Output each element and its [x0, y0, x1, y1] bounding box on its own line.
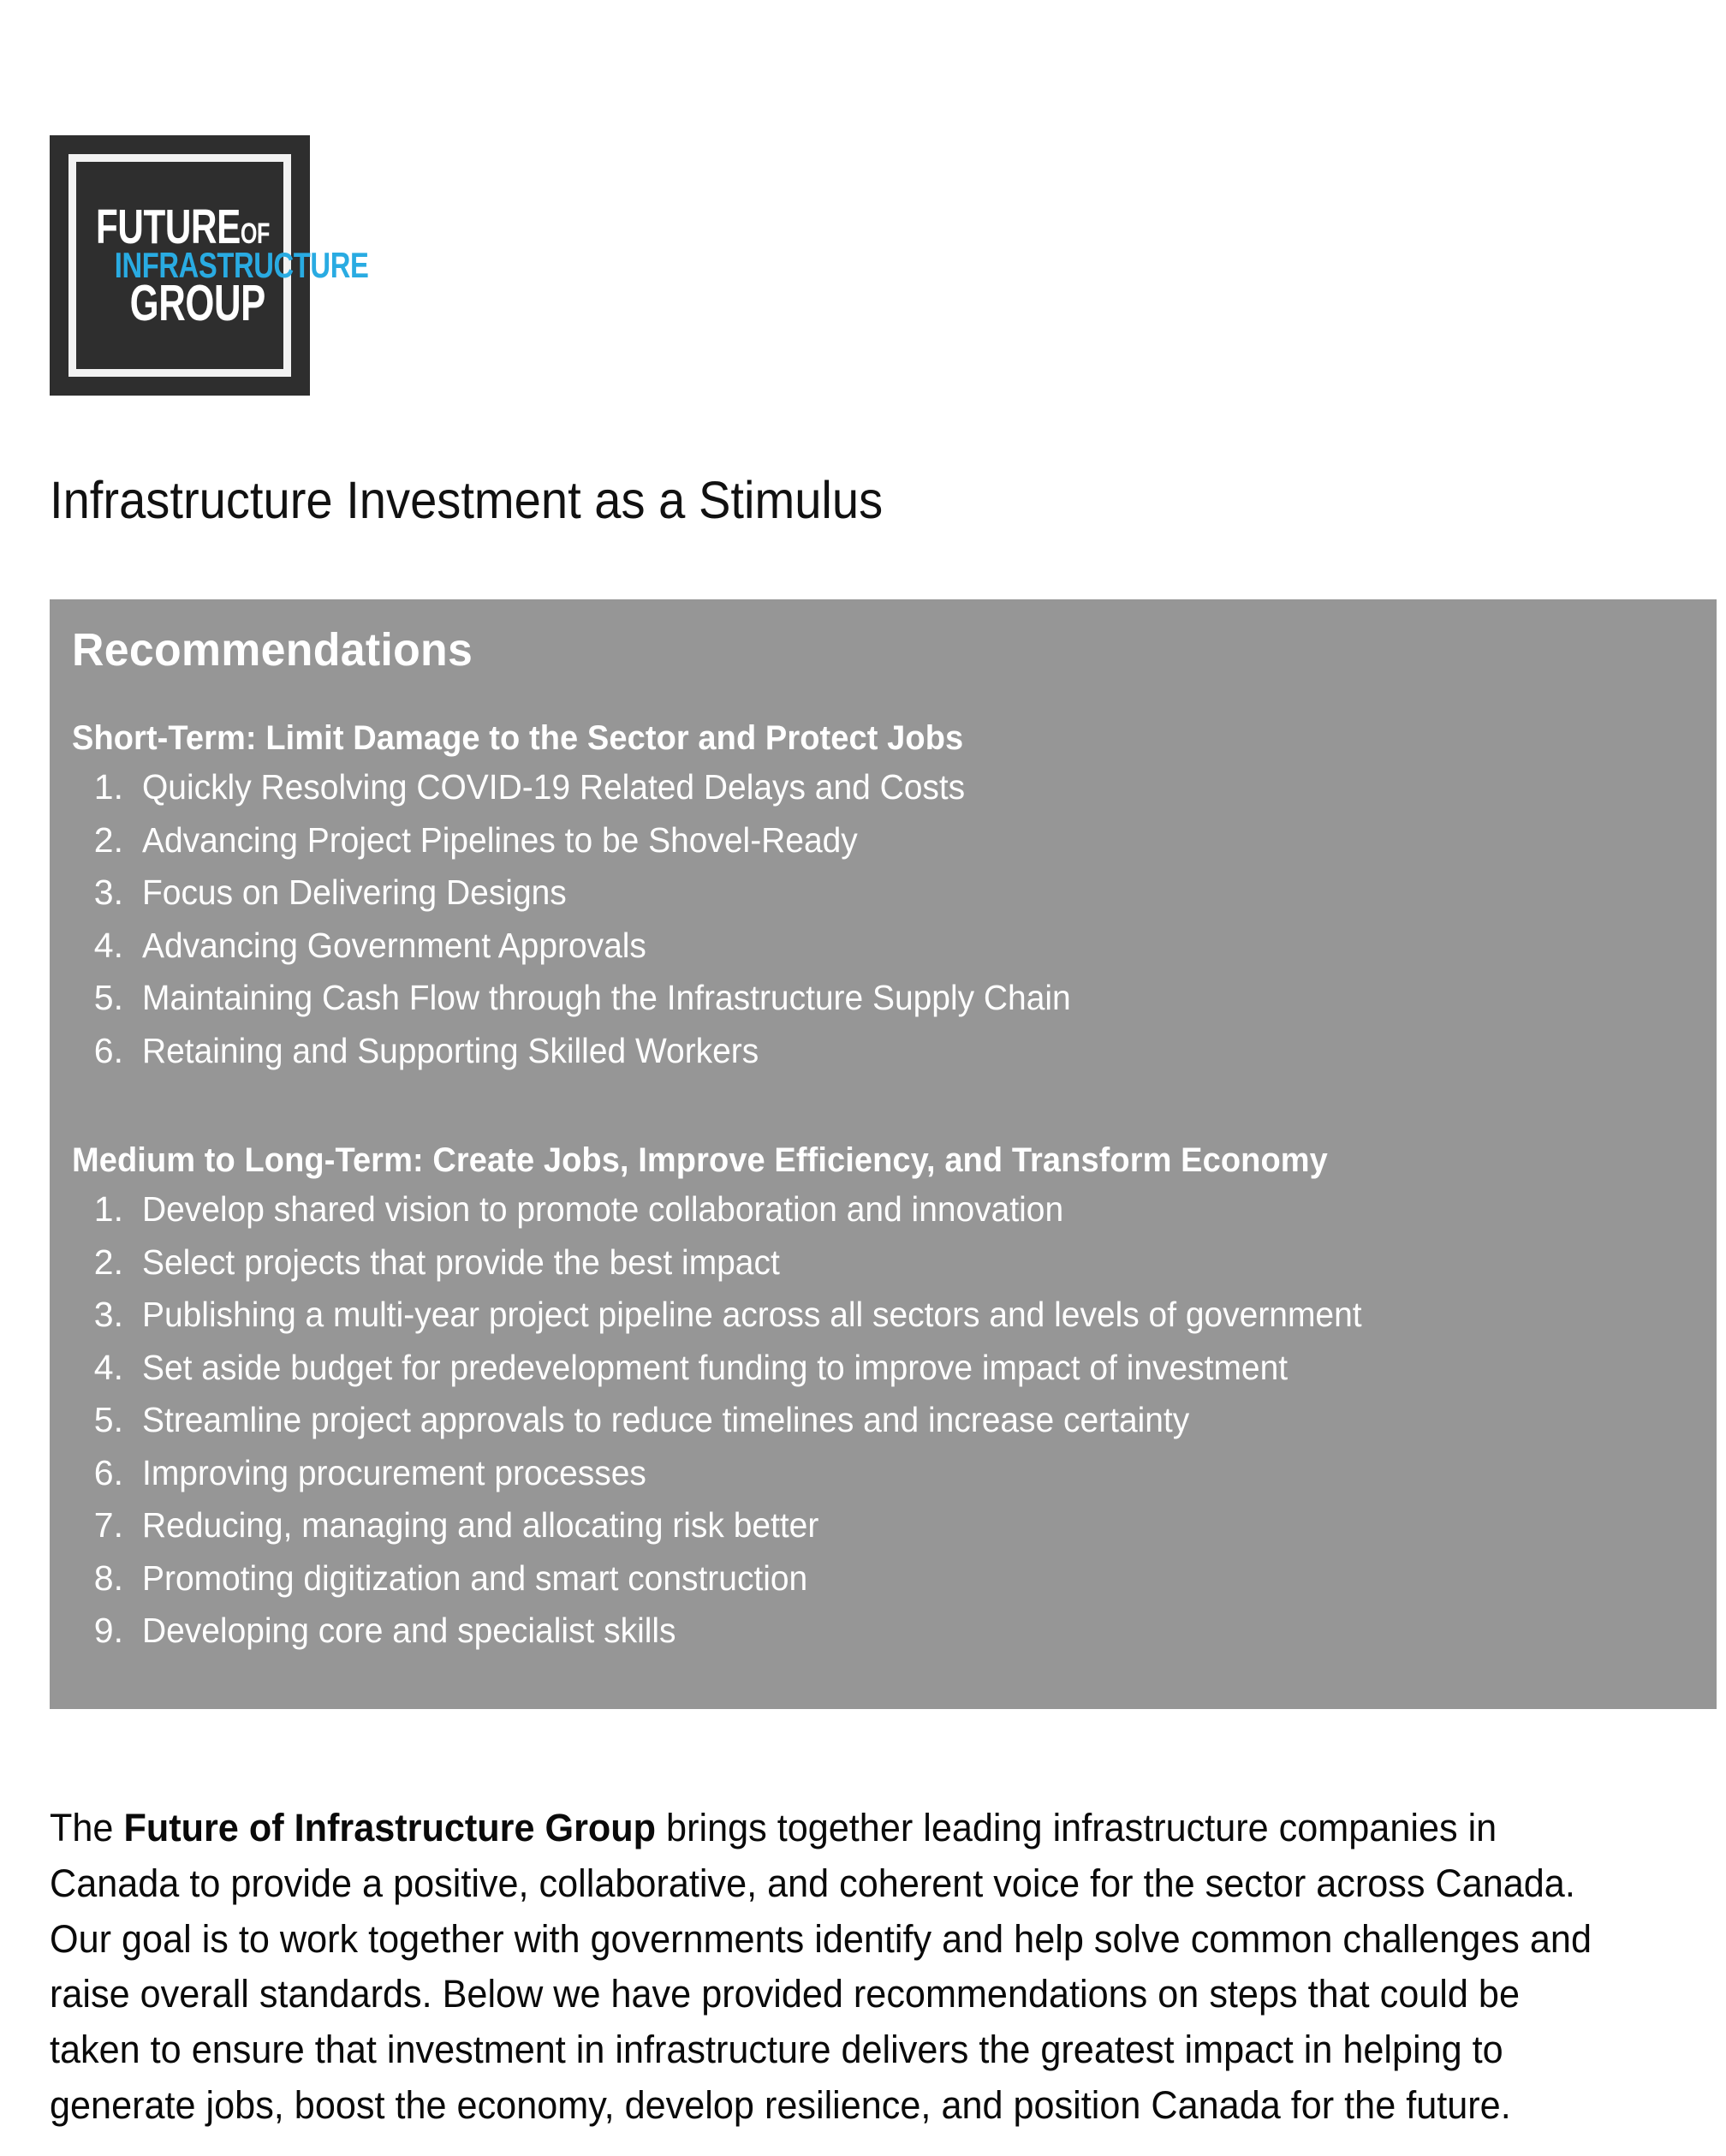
list-item — [72, 1394, 1717, 1447]
short-term-section — [72, 717, 1717, 1077]
list-item — [72, 1605, 1717, 1658]
list-item — [72, 1552, 1717, 1605]
list-item-number: 4. — [93, 925, 123, 965]
list-item-label: Streamline project approvals to reduce timelines and increase certainty — [142, 1400, 1190, 1440]
medium-long-term-list — [72, 1183, 1717, 1658]
list-item-number: 6. — [93, 1452, 123, 1492]
list-item — [72, 1499, 1717, 1552]
list-item-label: Set aside budget for predevelopment funding to improve impact of investment — [142, 1347, 1289, 1387]
logo-line-infrastructure: INFRASTRUCTURE — [114, 244, 369, 285]
list-item-number: 5. — [93, 1400, 123, 1440]
list-item-label: Reducing, managing and allocating risk better — [142, 1505, 819, 1546]
future-of-infrastructure-group-logo — [50, 135, 369, 396]
list-item-label: Improving procurement processes — [142, 1452, 646, 1492]
logo-line-group: GROUP — [129, 274, 265, 331]
list-item-label: Developing core and specialist skills — [142, 1611, 676, 1651]
list-item-number: 9. — [93, 1611, 123, 1651]
list-item — [72, 1342, 1717, 1395]
list-item — [72, 1289, 1717, 1342]
list-item-number: 2. — [93, 1242, 123, 1282]
about-paragraph-org-name: Future of Infrastructure Group — [123, 1806, 657, 1849]
list-item-label: Promoting digitization and smart construction — [142, 1557, 808, 1598]
list-item-label: Publishing a multi-year project pipeline across all sectors and levels of government — [142, 1295, 1362, 1335]
list-item — [72, 761, 1717, 814]
about-paragraph-rest: brings together leading infrastructure companies in Canada to provide a positive, collaborative, and coherent voice for the sector across Canada. Our goal is to work together with governments identify and help solve common challenges and raise overall standards. Below we have provided recommendations on steps that could be taken to ensure that investment in infrastructure delivers the greatest impact in helping to generate jobs, boost the economy, develop resilience, and position Canada for the future. — [50, 1806, 1592, 2127]
short-term-list — [72, 761, 1717, 1077]
list-item — [72, 814, 1717, 867]
logo-word-future: FUTURE — [96, 199, 241, 254]
about-paragraph-lead: The — [50, 1806, 124, 1849]
logo-word-of: OF — [240, 217, 271, 250]
list-item-label: Maintaining Cash Flow through the Infrastructure Supply Chain — [142, 978, 1071, 1018]
list-item — [72, 920, 1717, 973]
list-item-number: 3. — [93, 873, 123, 913]
recommendations-heading: Recommendations — [72, 624, 473, 676]
list-item-label: Advancing Project Pipelines to be Shovel-Ready — [142, 819, 858, 860]
list-item-label: Retaining and Supporting Skilled Workers — [142, 1030, 759, 1070]
list-item-label: Focus on Delivering Designs — [142, 873, 567, 913]
list-item-label: Select projects that provide the best impact — [142, 1242, 780, 1282]
list-item-number: 7. — [93, 1505, 123, 1546]
list-item — [72, 1447, 1717, 1500]
logo-line-future-of — [96, 199, 271, 254]
recommendations-panel — [50, 599, 1717, 1709]
list-item-number: 1. — [93, 767, 123, 807]
about-paragraph — [50, 1801, 1616, 2134]
page-title: Infrastructure Investment as a Stimulus — [50, 470, 884, 529]
list-item-label: Advancing Government Approvals — [142, 925, 646, 965]
list-item — [72, 867, 1717, 920]
short-term-section-title: Short-Term: Limit Damage to the Sector and Protect Jobs — [72, 719, 964, 758]
list-item-label: Develop shared vision to promote collaboration and innovation — [142, 1189, 1064, 1230]
list-item — [72, 1025, 1717, 1078]
list-item-number: 1. — [93, 1189, 123, 1230]
list-item — [72, 1236, 1717, 1289]
medium-long-term-section-title: Medium to Long-Term: Create Jobs, Improve Efficiency, and Transform Economy — [72, 1141, 1328, 1180]
list-item — [72, 972, 1717, 1025]
list-item-number: 4. — [93, 1347, 123, 1387]
list-item-number: 3. — [93, 1295, 123, 1335]
logo-frame — [68, 154, 369, 377]
logo-inner — [82, 168, 369, 363]
list-item-number: 6. — [93, 1030, 123, 1070]
list-item — [72, 1183, 1717, 1236]
medium-long-term-section — [72, 1139, 1717, 1658]
list-item-number: 5. — [93, 978, 123, 1018]
list-item-number: 2. — [93, 819, 123, 860]
list-item-label: Quickly Resolving COVID-19 Related Delays and Costs — [142, 767, 966, 807]
list-item-number: 8. — [93, 1557, 123, 1598]
